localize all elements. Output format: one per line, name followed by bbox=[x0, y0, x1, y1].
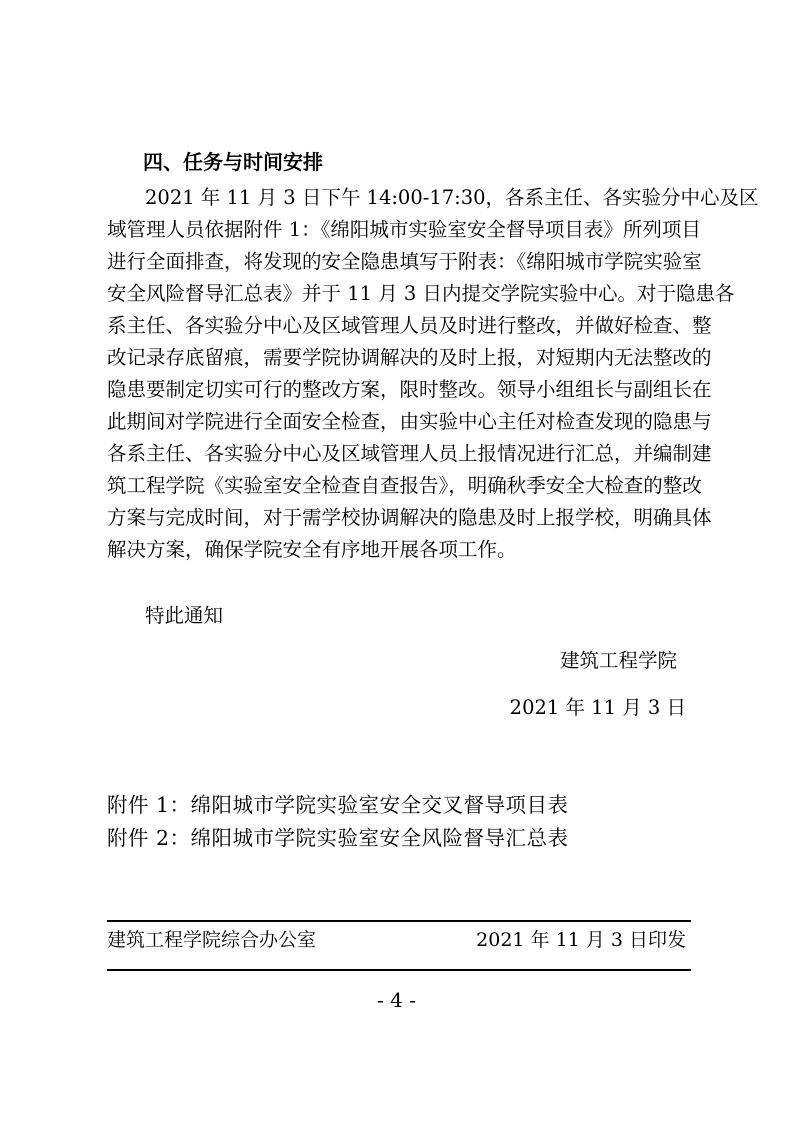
attachment-list bbox=[107, 789, 569, 855]
footer-bottom-rule bbox=[107, 969, 691, 971]
footer-issue-date: 2021 年 11 月 3 日印发 bbox=[476, 929, 686, 951]
signature-date: 2021 年 11 月 3 日 bbox=[509, 696, 686, 719]
body-line: 隐患要制定切实可行的整改方案，限时整改。领导小组组长与副组长在 bbox=[107, 378, 712, 401]
body-line: 此期间对学院进行全面安全检查，由实验中心主任对检查发现的隐患与 bbox=[107, 410, 712, 433]
signature-org: 建筑工程学院 bbox=[559, 649, 677, 672]
section-heading: 四、任务与时间安排 bbox=[143, 150, 323, 174]
footer-issuer: 建筑工程学院综合办公室 bbox=[107, 929, 317, 951]
body-line: 域管理人员依据附件 1：《绵阳城市实验室安全督导项目表》所列项目 bbox=[107, 218, 701, 241]
attachment-item: 附件 2：绵阳城市学院实验室安全风险督导汇总表 bbox=[107, 826, 569, 850]
footer-top-rule bbox=[107, 920, 691, 922]
attachment-item: 附件 1：绵阳城市学院实验室安全交叉督导项目表 bbox=[107, 793, 569, 817]
closing-remark: 特此通知 bbox=[145, 604, 224, 627]
page-number: - 4 - bbox=[377, 988, 416, 1012]
body-line: 安全风险督导汇总表》并于 11 月 3 日内提交学院实验中心。对于隐患各 bbox=[107, 282, 735, 305]
body-line: 解决方案，确保学院安全有序地开展各项工作。 bbox=[107, 538, 517, 561]
body-line: 进行全面排查，将发现的安全隐患填写于附表：《绵阳城市学院实验室 bbox=[107, 250, 702, 273]
body-line: 改记录存底留痕，需要学院协调解决的及时上报，对短期内无法整改的 bbox=[107, 346, 712, 369]
body-line: 各系主任、各实验分中心及区域管理人员上报情况进行汇总，并编制建 bbox=[107, 442, 712, 465]
body-line: 方案与完成时间，对于需学校协调解决的隐患及时上报学校，明确具体 bbox=[107, 506, 712, 529]
section-body bbox=[107, 182, 759, 566]
body-line: 2021 年 11 月 3 日下午 14:00-17:30，各系主任、各实验分中心及区 bbox=[145, 186, 759, 209]
body-line: 系主任、各实验分中心及区域管理人员及时进行整改，并做好检查、整 bbox=[107, 314, 712, 337]
body-line: 筑工程学院《实验室安全检查自查报告》，明确秋季安全大检查的整改 bbox=[107, 474, 702, 497]
